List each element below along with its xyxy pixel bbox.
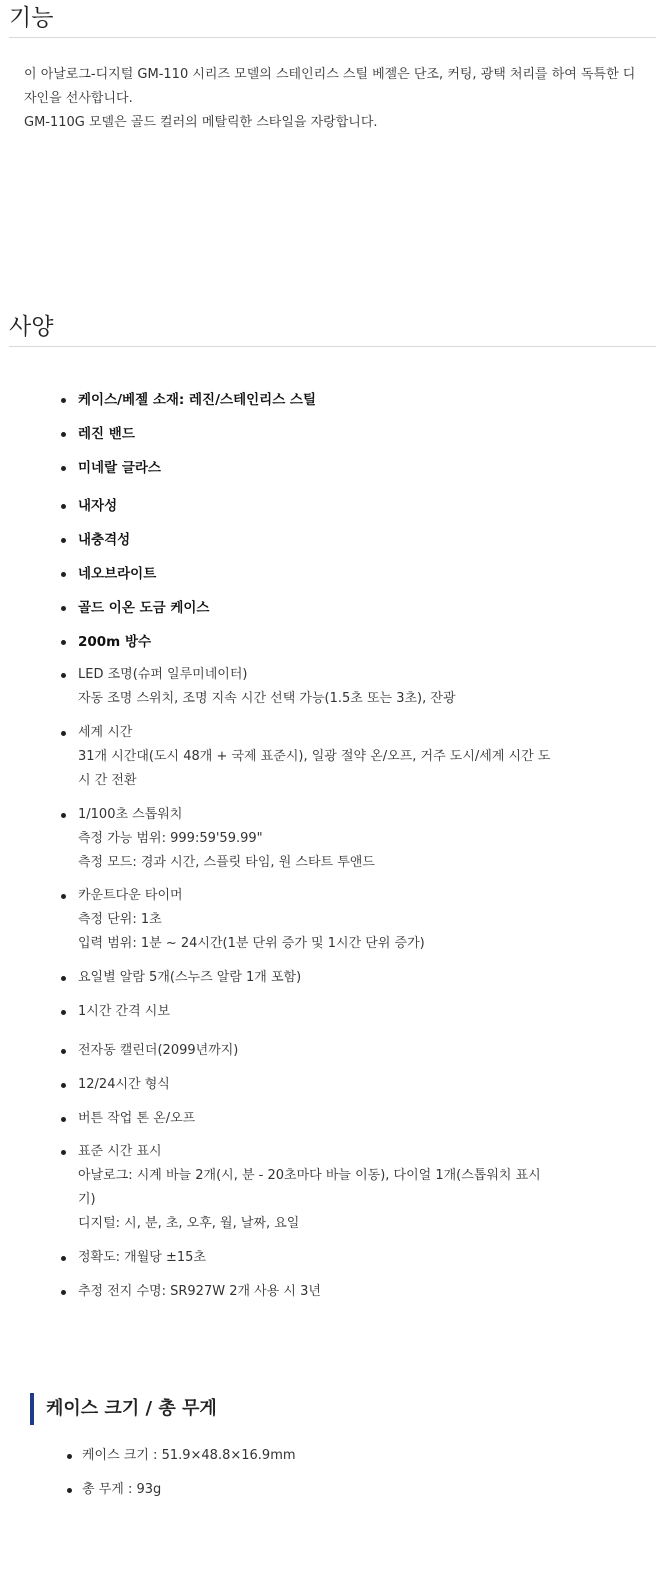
spec-item-line: 전자동 캘린더(2099년까지) [78, 1043, 239, 1058]
features-description [24, 63, 644, 135]
spec-item-line: 200m 방수 [78, 634, 152, 650]
spec-item-line: 버튼 작업 톤 온/오프 [78, 1111, 196, 1126]
bullet-icon [61, 1290, 66, 1295]
spec-item [78, 803, 638, 875]
bullet-icon [61, 1049, 66, 1054]
spec-item [78, 1073, 638, 1097]
spec-item [78, 1140, 638, 1236]
spec-item [78, 562, 638, 586]
bullet-icon [61, 398, 66, 403]
features-heading: 기능 [9, 3, 656, 38]
spec-item [78, 1107, 638, 1131]
spec-item-line: 레진 밴드 [78, 426, 135, 442]
spec-item-line: 12/24시간 형식 [78, 1077, 170, 1092]
bullet-icon [61, 1010, 66, 1015]
spec-item-line: 측정 가능 범위: 999:59'59.99" [78, 831, 263, 846]
case-size-text: 케이스 크기 : 51.9×48.8×16.9mm [82, 1448, 296, 1463]
spec-item-line: 디지털: 시, 분, 초, 오후, 월, 날짜, 요일 [78, 1216, 300, 1231]
spec-item-line: 1/100초 스톱워치 [78, 807, 183, 822]
spec-item-line: 케이스/베젤 소재: 레진/스테인리스 스틸 [78, 392, 317, 408]
bullet-icon [61, 1150, 66, 1155]
spec-item-line: 1시간 간격 시보 [78, 1004, 170, 1019]
spec-item-line: 아날로그: 시계 바늘 2개(시, 분 - 20초마다 바늘 이동), 다이얼 1개(스톱워치 표시 [78, 1168, 541, 1183]
spec-item-line: 추정 전지 수명: SR927W 2개 사용 시 3년 [78, 1284, 321, 1299]
spec-item [78, 1039, 638, 1063]
bullet-icon [67, 1488, 72, 1493]
spec-item-line: 네오브라이트 [78, 566, 157, 582]
spec-item [78, 1280, 638, 1304]
bullet-icon [61, 673, 66, 678]
spec-item-line: 카운트다운 타이머 [78, 888, 183, 903]
bullet-icon [61, 976, 66, 981]
spec-item-line: 표준 시간 표시 [78, 1144, 162, 1159]
spec-item-line: 기) [78, 1192, 96, 1207]
bullet-icon [61, 466, 66, 471]
spec-item-line: 세계 시간 [78, 725, 133, 740]
spec-item [78, 630, 638, 654]
total-weight-item [82, 1478, 622, 1502]
spec-item [78, 663, 638, 711]
bullet-icon [67, 1454, 72, 1459]
spec-item-line: LED 조명(슈퍼 일루미네이터) [78, 667, 248, 682]
bullet-icon [61, 1117, 66, 1122]
spec-item-line: 측정 모드: 경과 시간, 스플릿 타임, 원 스타트 투앤드 [78, 855, 375, 870]
spec-item-line: 내충격성 [78, 532, 131, 548]
case-size-heading: 케이스 크기 / 총 무게 [30, 1393, 217, 1425]
bullet-icon [61, 1083, 66, 1088]
bullet-icon [61, 538, 66, 543]
spec-item [78, 422, 638, 446]
spec-item-line: 31개 시간대(도시 48개 + 국제 표준시), 일광 절약 온/오프, 거주 도시/세계 시간 도 [78, 749, 551, 764]
bullet-icon [61, 432, 66, 437]
features-paragraph: 이 아날로그-디지털 GM-110 시리즈 모델의 스테인리스 스틸 베젤은 단조, 커팅, 광택 처리를 하여 독특한 디자인을 선사합니다. [24, 67, 636, 106]
spec-item-line: 요일별 알람 5개(스누즈 알람 1개 포함) [78, 970, 302, 985]
spec-item [78, 596, 638, 620]
spec-item-line: 측정 단위: 1초 [78, 912, 162, 927]
spec-item-line: 시 간 전환 [78, 773, 137, 788]
spec-item-line: 내자성 [78, 498, 118, 514]
spec-item [78, 721, 638, 793]
spec-item-line: 정확도: 개월당 ±15초 [78, 1250, 206, 1265]
spec-item [78, 1000, 638, 1024]
spec-item-line: 미네랄 글라스 [78, 460, 161, 476]
spec-item [78, 456, 638, 480]
spec-item-line: 입력 범위: 1분 ~ 24시간(1분 단위 증가 및 1시간 단위 증가) [78, 936, 425, 951]
bullet-icon [61, 606, 66, 611]
bullet-icon [61, 640, 66, 645]
spec-item [78, 528, 638, 552]
spec-item-line: 자동 조명 스위치, 조명 지속 시간 선택 가능(1.5초 또는 3초), 잔광 [78, 691, 456, 706]
spec-item-line: 골드 이온 도금 케이스 [78, 600, 210, 616]
total-weight-text: 총 무게 : 93g [82, 1482, 162, 1497]
bullet-icon [61, 894, 66, 899]
spec-item [78, 388, 638, 412]
bullet-icon [61, 572, 66, 577]
bullet-icon [61, 813, 66, 818]
specs-heading: 사양 [9, 312, 656, 347]
features-paragraph: GM-110G 모델은 골드 컬러의 메탈릭한 스타일을 자랑합니다. [24, 115, 378, 130]
bullet-icon [61, 1256, 66, 1261]
bullet-icon [61, 731, 66, 736]
spec-item [78, 884, 638, 956]
spec-item [78, 1246, 638, 1270]
spec-item [78, 494, 638, 518]
spec-item [78, 966, 638, 990]
case-size-item [82, 1444, 622, 1468]
bullet-icon [61, 504, 66, 509]
